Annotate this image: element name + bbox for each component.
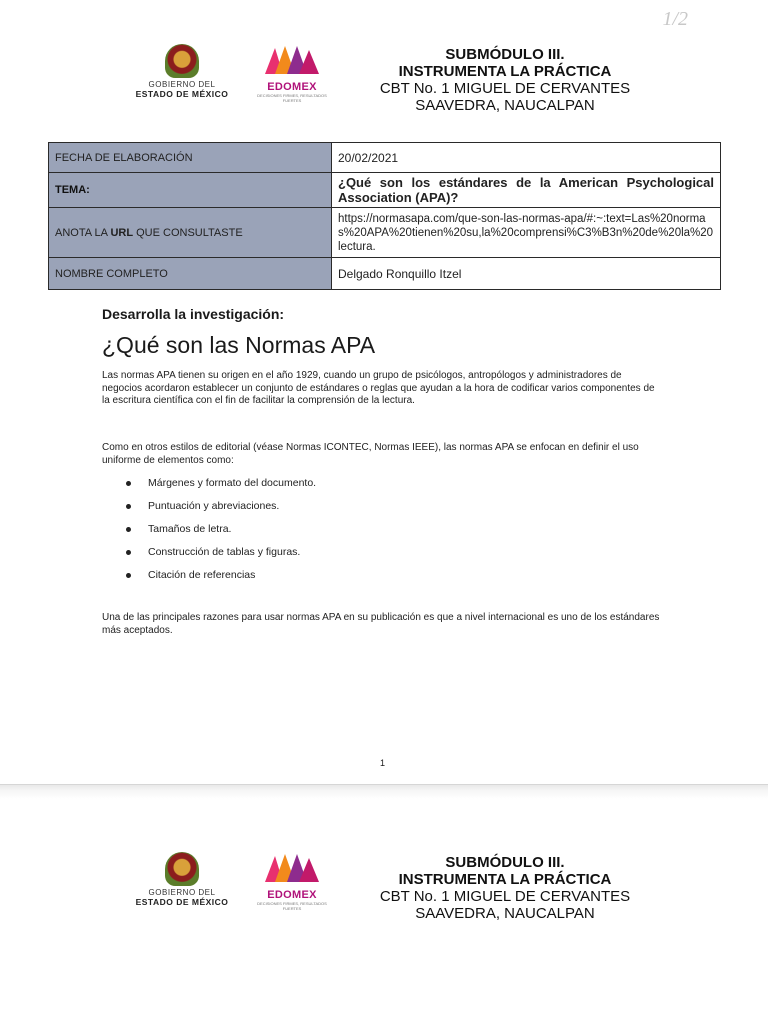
header-titles (340, 46, 670, 114)
list-item (110, 541, 316, 564)
edomex-text: EDOMEX (267, 81, 317, 93)
list-item (110, 495, 316, 518)
table-row (49, 258, 721, 290)
topic-label: TEMA: (49, 173, 332, 208)
edomex-emblem-icon (261, 44, 323, 76)
name-label: NOMBRE COMPLETO (49, 258, 332, 290)
url-label-pre: ANOTA LA (55, 226, 111, 239)
main-title: ¿Qué son las Normas APA (102, 332, 376, 358)
gobierno-logo (122, 44, 242, 99)
gobierno-line2: ESTADO DE MÉXICO (135, 89, 229, 99)
list-item (110, 518, 316, 541)
topic-value: ¿Qué son los estándares de la American Psychological Association (APA)? (332, 173, 721, 208)
edomex-logo (256, 852, 328, 911)
header-title-4: SAAVEDRA, NAUCALPAN (415, 905, 595, 922)
header-title-1: SUBMÓDULO III. (445, 46, 565, 63)
state-emblem-icon (165, 44, 199, 78)
edomex-logo (256, 44, 328, 103)
bullet-icon (126, 527, 131, 532)
url-value: https://normasapa.com/que-son-las-normas-apa/#:~:text=Las%20normas%20APA%20tienen%20su,la%20comprensi%C3%B3n%20de%20la%20lectura. (332, 208, 721, 258)
page-separator (0, 784, 768, 799)
header-title-1: SUBMÓDULO III. (445, 854, 565, 871)
list-item-text: Construcción de tablas y figuras. (148, 546, 301, 558)
document-header (0, 40, 768, 130)
list-item (110, 472, 316, 495)
info-table (48, 142, 721, 290)
paragraph-reasons: Una de las principales razones para usar normas APA en su publicación es que a nivel internacional es uno de los estándares más aceptados. (102, 612, 660, 636)
gobierno-logo (122, 852, 242, 907)
section-heading: Desarrolla la investigación: (102, 306, 285, 322)
header-title-2: INSTRUMENTA LA PRÁCTICA (398, 871, 612, 888)
header-titles (340, 854, 670, 922)
gobierno-line1: GOBIERNO DEL (148, 80, 216, 89)
list-item-text: Tamaños de letra. (148, 523, 232, 535)
bullet-icon (126, 481, 131, 486)
url-label-post: QUE CONSULTASTE (133, 226, 243, 239)
elements-list (110, 472, 316, 587)
page-number: 1 (380, 758, 386, 768)
gobierno-line1: GOBIERNO DEL (148, 888, 216, 897)
table-row (49, 208, 721, 258)
list-item-text: Puntuación y abreviaciones. (148, 500, 280, 512)
url-label-bold: URL (110, 226, 134, 239)
edomex-text: EDOMEX (267, 889, 317, 901)
gobierno-line2: ESTADO DE MÉXICO (135, 897, 229, 907)
document-header-page2 (0, 848, 768, 938)
bullet-icon (126, 504, 131, 509)
table-row (49, 173, 721, 208)
table-row (49, 143, 721, 173)
bullet-icon (126, 550, 131, 555)
paragraph-origin: Las normas APA tienen su origen en el año 1929, cuando un grupo de psicólogos, antropólogos y administradores de negocios acordaron establecer un conjunto de estándares o reglas que ayudan a la hora de codificar varios componentes de la escritura científica con el fin de facilitar la comprensión de la lectura. (102, 370, 655, 406)
header-title-3: CBT No. 1 MIGUEL DE CERVANTES (379, 888, 631, 905)
edomex-subtext: DECISIONES FIRMES, RESULTADOS FUERTES (257, 901, 327, 911)
state-emblem-icon (165, 852, 199, 886)
edomex-emblem-icon (261, 852, 323, 884)
name-value: Delgado Ronquillo Itzel (332, 258, 721, 290)
header-title-2: INSTRUMENTA LA PRÁCTICA (398, 63, 612, 80)
date-label: FECHA DE ELABORACIÓN (49, 143, 332, 173)
page-mark: 1/2 (662, 8, 688, 30)
header-title-3: CBT No. 1 MIGUEL DE CERVANTES (379, 80, 631, 97)
url-label (49, 208, 332, 258)
header-title-4: SAAVEDRA, NAUCALPAN (415, 97, 595, 114)
paragraph-elements: Como en otros estilos de editorial (véase Normas ICONTEC, Normas IEEE), las normas APA se enfocan en definir el uso uniforme de elementos como: (102, 442, 639, 466)
date-value: 20/02/2021 (332, 143, 721, 173)
edomex-subtext: DECISIONES FIRMES, RESULTADOS FUERTES (257, 93, 327, 103)
bullet-icon (126, 573, 131, 578)
list-item (110, 564, 316, 587)
list-item-text: Márgenes y formato del documento. (148, 477, 317, 489)
list-item-text: Citación de referencias (148, 569, 256, 581)
